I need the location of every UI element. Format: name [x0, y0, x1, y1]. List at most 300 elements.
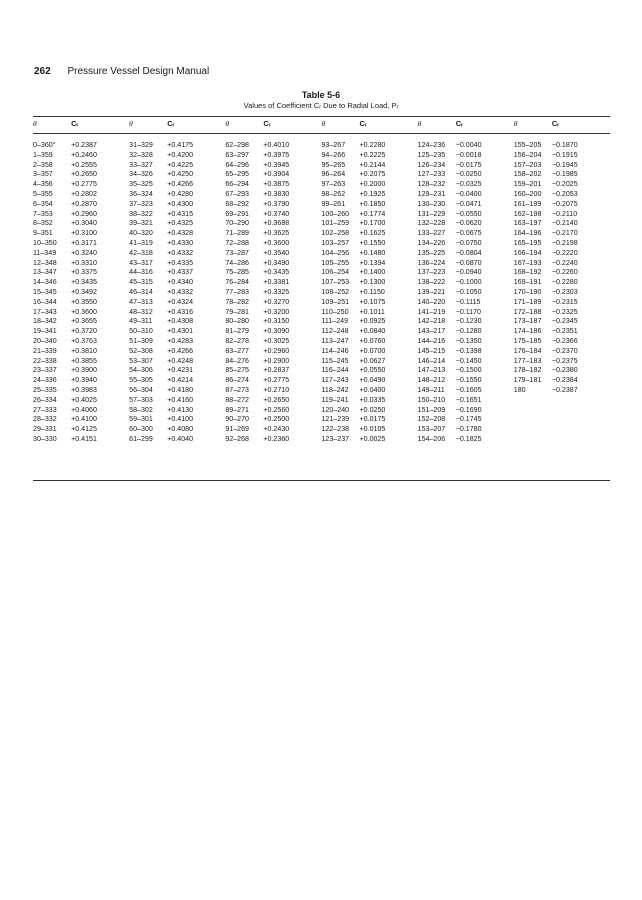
angle-range-cell: 180 [513, 385, 526, 394]
coefficient-cell: +0.1150 [359, 287, 385, 296]
angle-range-cell: 40–320 [129, 229, 153, 238]
table-row [33, 366, 610, 376]
angle-range-cell: 72–288 [225, 238, 249, 247]
coefficient-cell: +0.2387 [71, 141, 97, 149]
angle-range-cell: 125–235 [417, 150, 446, 159]
angle-range-cell: 97–263 [321, 180, 346, 189]
coefficient-cell: +0.0335 [359, 395, 386, 404]
header-theta: θ [513, 119, 518, 128]
coefficient-cell: +0.0760 [359, 336, 386, 345]
coefficient-cell: +0.4160 [167, 395, 194, 404]
angle-range-cell: 122–238 [321, 425, 350, 434]
coefficient-cell: +0.4225 [167, 160, 194, 169]
angle-range-cell [514, 435, 552, 445]
angle-range-cell: 44–316 [129, 268, 153, 277]
table-row [33, 210, 610, 220]
angle-range-cell: 62–298 [225, 141, 249, 149]
angle-range-cell: 139–221 [417, 287, 446, 296]
header-theta: θ [129, 119, 133, 128]
angle-range-cell: 37–323 [129, 199, 153, 208]
coefficient-cell: −0.0018 [455, 150, 482, 159]
angle-range-cell: 163–197 [513, 219, 542, 228]
coefficient-cell: +0.3904 [263, 170, 290, 179]
coefficient-cell: +0.2900 [263, 356, 290, 365]
angle-range-cell: 77–283 [225, 287, 249, 296]
angle-range-cell: 106–254 [321, 268, 350, 277]
angle-range-cell: 26–334 [33, 395, 57, 404]
angle-range-cell: 20–340 [33, 336, 57, 345]
angle-range-cell: 67–293 [225, 189, 249, 198]
angle-range-cell: 65–295 [225, 170, 249, 179]
angle-range-cell: 47–313 [129, 297, 153, 306]
angle-range-cell: 22–338 [33, 356, 57, 365]
coefficient-cell: +0.4231 [167, 366, 194, 375]
coefficient-cell: +0.1625 [359, 229, 386, 238]
coefficient-cell: +0.3200 [263, 307, 290, 316]
angle-range-cell: 23–337 [33, 366, 57, 375]
angle-range-cell: 17–343 [33, 307, 57, 316]
angle-range-cell: 133–227 [417, 229, 446, 238]
angle-range-cell: 85–275 [225, 366, 249, 375]
angle-range-cell: 154–206 [417, 434, 446, 443]
coefficient-cell: +0.3790 [263, 199, 290, 208]
angle-range-cell: 176–184 [513, 346, 542, 355]
coefficient-cell: −0.1050 [455, 287, 482, 296]
angle-range-cell: 114–246 [321, 346, 349, 355]
angle-range-cell: 82–278 [225, 336, 249, 345]
coefficient-cell: +0.2960 [71, 209, 97, 218]
coefficient-cell: −0.1500 [455, 366, 482, 375]
angle-range-cell: 52–308 [129, 346, 153, 355]
angle-range-cell: 118–242 [321, 385, 349, 394]
coefficient-cell: +0.0250 [359, 405, 386, 414]
coefficient-cell: +0.3655 [71, 317, 97, 326]
angle-range-cell: 6–354 [33, 199, 53, 208]
angle-range-cell: 43–317 [129, 258, 153, 267]
coefficient-cell: +0.0175 [359, 415, 386, 424]
coefficient-cell: +0.4283 [167, 336, 194, 345]
coefficient-cell: −0.0325 [455, 180, 482, 189]
angle-range-cell: 153–207 [417, 425, 446, 434]
angle-range-cell: 177–183 [513, 356, 542, 365]
angle-range-cell: 86–274 [225, 376, 249, 385]
angle-range-cell: 57–303 [129, 395, 153, 404]
coefficient-cell: +0.3310 [71, 258, 97, 267]
coefficient-cell: +0.3375 [71, 268, 97, 277]
coefficient-cell: −0.0750 [455, 238, 482, 247]
coefficient-cell: +0.3983 [71, 385, 97, 394]
angle-range-cell: 100–260 [321, 209, 350, 218]
coefficient-cell: +0.2430 [263, 425, 290, 434]
coefficient-cell: −0.1690 [455, 405, 482, 414]
angle-range-cell: 167–193 [513, 258, 542, 267]
angle-range-cell: 18–342 [33, 317, 57, 326]
angle-range-cell: 157–203 [513, 160, 542, 169]
angle-range-cell: 112–248 [321, 327, 349, 336]
angle-range-cell: 166–194 [513, 248, 542, 257]
angle-range-cell: 59–301 [129, 415, 153, 424]
coefficient-cell: −0.2387 [551, 385, 578, 394]
coefficient-cell: +0.4332 [167, 287, 194, 296]
angle-range-cell: 161–199 [513, 199, 542, 208]
coefficient-cell: −0.0400 [455, 189, 482, 198]
coefficient-cell: +0.4328 [167, 229, 194, 238]
coefficient-cell: −0.1280 [455, 327, 482, 336]
coefficient-cell: −0.0870 [455, 258, 482, 267]
angle-range-cell: 3–357 [33, 170, 53, 179]
angle-range-cell: 25–335 [33, 385, 57, 394]
coefficient-cell: +0.4080 [167, 425, 194, 434]
coefficient-cell: +0.4301 [167, 327, 194, 336]
angle-range-cell: 132–228 [417, 219, 446, 228]
coefficient-cell: −0.2110 [551, 209, 578, 218]
angle-range-cell: 51–309 [129, 336, 153, 345]
coefficient-cell: +0.3763 [71, 336, 97, 345]
book-title: Pressure Vessel Design Manual [67, 66, 210, 77]
angle-range-cell: 115–245 [321, 356, 349, 365]
coefficient-cell: +0.4300 [167, 199, 194, 208]
coefficient-table [33, 119, 610, 445]
angle-range-cell: 107–253 [321, 278, 350, 287]
table-row [33, 327, 610, 337]
coefficient-cell: +0.4325 [167, 219, 194, 228]
coefficient-cell: +0.4337 [167, 268, 194, 277]
coefficient-cell: −0.2053 [551, 189, 578, 198]
angle-range-cell: 155–205 [513, 141, 542, 149]
coefficient-cell: −0.2170 [551, 229, 578, 238]
header-cr: Cᵣ [359, 119, 367, 128]
angle-range-cell: 99–261 [321, 199, 346, 208]
angle-range-cell: 46–314 [129, 287, 153, 296]
table-row [33, 298, 610, 308]
angle-range-cell: 126–234 [417, 160, 446, 169]
angle-range-cell: 144–216 [417, 336, 446, 345]
coefficient-cell: −0.1605 [455, 385, 482, 394]
header-cr: Cᵣ [263, 119, 271, 128]
angle-range-cell: 28–332 [33, 415, 57, 424]
coefficient-cell: −0.2370 [551, 346, 578, 355]
coefficient-cell: −0.1780 [455, 425, 482, 434]
table-body [33, 132, 610, 445]
table-row [33, 386, 610, 396]
coefficient-cell: +0.4175 [167, 141, 194, 149]
coefficient-cell: +0.2870 [71, 199, 97, 208]
coefficient-cell: +0.4151 [71, 434, 97, 443]
angle-range-cell: 14–346 [33, 278, 57, 287]
angle-range-cell: 102–258 [321, 229, 350, 238]
angle-range-cell: 145–215 [417, 346, 446, 355]
coefficient-cell: +0.1300 [359, 278, 386, 287]
angle-range-cell: 80–280 [225, 317, 249, 326]
angle-range-cell: 136–224 [417, 258, 446, 267]
coefficient-cell: +0.3688 [263, 219, 290, 228]
coefficient-cell [552, 415, 610, 425]
coefficient-cell: +0.2144 [359, 160, 386, 169]
angle-range-cell: 103–257 [321, 238, 350, 247]
angle-range-cell: 175–185 [513, 336, 542, 345]
coefficient-cell: +0.4248 [167, 356, 194, 365]
coefficient-cell: +0.3830 [263, 189, 290, 198]
coefficient-cell: +0.4040 [167, 434, 194, 443]
angle-range-cell: 135–225 [417, 248, 446, 257]
coefficient-cell [552, 406, 610, 416]
coefficient-cell: −0.0675 [455, 229, 482, 238]
angle-range-cell [514, 425, 552, 435]
angle-range-cell: 160–200 [513, 189, 542, 198]
coefficient-cell: −0.2240 [551, 258, 578, 267]
table-row [33, 357, 610, 367]
angle-range-cell: 131–229 [417, 209, 446, 218]
coefficient-cell: +0.3540 [263, 248, 290, 257]
coefficient-cell: −0.1550 [455, 376, 482, 385]
angle-range-cell [514, 415, 552, 425]
table-row [33, 161, 610, 171]
coefficient-cell: −0.1398 [455, 346, 482, 355]
coefficient-cell: −0.2025 [551, 180, 578, 189]
angle-range-cell: 164–196 [513, 229, 542, 238]
coefficient-cell: +0.3550 [71, 297, 97, 306]
angle-range-cell: 174–186 [513, 327, 542, 336]
angle-range-cell: 5–355 [33, 189, 53, 198]
angle-range-cell: 113–247 [321, 336, 349, 345]
angle-range-cell: 66–294 [225, 180, 249, 189]
coefficient-cell: +0.4100 [167, 415, 194, 424]
table-row [33, 200, 610, 210]
angle-range-cell: 151–209 [417, 405, 446, 414]
angle-range-cell: 42–318 [129, 248, 153, 257]
angle-range-cell: 105–255 [321, 258, 350, 267]
angle-range-cell: 87–273 [225, 385, 249, 394]
angle-range-cell: 111–249 [321, 317, 349, 326]
coefficient-cell [552, 435, 610, 445]
angle-range-cell: 93–267 [321, 141, 346, 149]
angle-range-cell: 81–279 [225, 327, 249, 336]
angle-range-cell: 116–244 [321, 366, 349, 375]
table-row [33, 347, 610, 357]
coefficient-cell: +0.3492 [71, 287, 97, 296]
coefficient-cell: +0.3490 [263, 258, 290, 267]
table-subtitle: Values of Coefficient Cᵣ Due to Radial Load, Pᵣ [243, 101, 399, 110]
coefficient-cell: +0.3240 [71, 248, 97, 257]
coefficient-cell: +0.1925 [359, 189, 386, 198]
angle-range-cell: 127–233 [417, 170, 446, 179]
coefficient-cell: +0.3940 [71, 376, 97, 385]
angle-range-cell: 128–232 [417, 180, 446, 189]
coefficient-cell: −0.1745 [455, 415, 482, 424]
coefficient-cell: −0.1000 [455, 278, 482, 287]
angle-range-cell: 142–218 [417, 317, 446, 326]
coefficient-cell: +0.2280 [359, 141, 386, 149]
angle-range-cell: 4–356 [33, 180, 53, 189]
coefficient-cell: +0.3855 [71, 356, 97, 365]
coefficient-cell: −0.0250 [455, 170, 482, 179]
table-title: Table 5-6 [301, 90, 341, 100]
header-theta: θ [321, 119, 326, 128]
table-row [33, 180, 610, 190]
angle-range-cell: 149–211 [417, 385, 445, 394]
table-row [33, 435, 610, 445]
angle-range-cell: 9–351 [33, 229, 53, 238]
coefficient-cell: +0.1011 [359, 307, 385, 316]
angle-range-cell: 45–315 [129, 278, 153, 287]
coefficient-cell: −0.2345 [551, 317, 578, 326]
coefficient-cell: +0.4214 [167, 376, 194, 385]
table-row [33, 219, 610, 229]
coefficient-cell: −0.1350 [455, 336, 482, 345]
angle-range-cell: 13–347 [33, 268, 57, 277]
angle-range-cell: 32–328 [129, 150, 153, 159]
angle-range-cell: 137–223 [417, 268, 446, 277]
angle-range-cell: 101–259 [321, 219, 350, 228]
header-cr: Cᵣ [455, 119, 463, 128]
coefficient-cell: +0.2802 [71, 189, 97, 198]
coefficient-cell: +0.3900 [71, 366, 97, 375]
angle-range-cell: 38–322 [129, 209, 153, 218]
coefficient-cell: −0.0175 [455, 160, 482, 169]
coefficient-cell: +0.2360 [263, 434, 290, 443]
coefficient-cell: +0.1700 [359, 219, 386, 228]
angle-range-cell: 1–359 [33, 150, 53, 159]
coefficient-cell: +0.1550 [359, 238, 386, 247]
table-row [33, 425, 610, 435]
coefficient-cell: −0.0040 [455, 141, 482, 149]
table-row [33, 337, 610, 347]
angle-range-cell: 30–330 [33, 434, 57, 443]
coefficient-cell: +0.2650 [263, 395, 290, 404]
coefficient-cell: +0.1075 [359, 297, 386, 306]
coefficient-cell: −0.2315 [551, 297, 578, 306]
coefficient-cell: +0.2560 [263, 405, 290, 414]
coefficient-cell: +0.2960 [263, 346, 290, 355]
coefficient-cell: +0.4280 [167, 189, 194, 198]
coefficient-cell: +0.4340 [167, 278, 194, 287]
coefficient-cell: +0.4308 [167, 317, 194, 326]
angle-range-cell: 168–192 [513, 268, 542, 277]
angle-range-cell: 95–265 [321, 160, 346, 169]
angle-range-cell [514, 406, 552, 416]
header-theta: θ [225, 119, 229, 128]
coefficient-cell: +0.3325 [263, 287, 290, 296]
angle-range-cell: 171–189 [513, 297, 542, 306]
header-theta: θ [417, 119, 422, 128]
coefficient-cell: −0.1115 [455, 297, 481, 306]
angle-range-cell: 148–212 [417, 376, 446, 385]
angle-range-cell [514, 396, 552, 406]
coefficient-cell: +0.4332 [167, 248, 194, 257]
coefficient-cell: −0.1651 [455, 395, 482, 404]
angle-range-cell: 21–339 [33, 346, 57, 355]
table-row [33, 415, 610, 425]
coefficient-cell: +0.2650 [71, 170, 97, 179]
coefficient-cell: +0.2225 [359, 150, 386, 159]
coefficient-cell: +0.4324 [167, 297, 194, 306]
coefficient-cell: +0.3975 [263, 150, 290, 159]
coefficient-cell: −0.0550 [455, 209, 482, 218]
angle-range-cell: 162–198 [513, 209, 542, 218]
coefficient-cell: −0.2260 [551, 268, 578, 277]
angle-range-cell: 60–300 [129, 425, 153, 434]
coefficient-cell: +0.0400 [359, 385, 386, 394]
table-row [33, 151, 610, 161]
angle-range-cell: 58–302 [129, 405, 153, 414]
angle-range-cell: 61–299 [129, 434, 153, 443]
coefficient-cell: −0.2384 [551, 376, 578, 385]
coefficient-cell: +0.3435 [71, 278, 97, 287]
angle-range-cell: 134–226 [417, 238, 446, 247]
table-row [33, 406, 610, 416]
angle-range-cell: 7–353 [33, 209, 53, 218]
coefficient-cell: +0.1400 [359, 268, 386, 277]
angle-range-cell: 63–297 [225, 150, 249, 159]
angle-range-cell: 41–319 [129, 238, 153, 247]
angle-range-cell: 79–281 [225, 307, 249, 316]
coefficient-cell: −0.2220 [551, 248, 578, 257]
angle-range-cell: 147–213 [417, 366, 446, 375]
angle-range-cell: 98–262 [321, 189, 346, 198]
angle-range-cell: 130–230 [417, 199, 446, 208]
coefficient-cell: −0.1870 [551, 141, 578, 149]
angle-range-cell: 16–344 [33, 297, 57, 306]
angle-range-cell: 73–287 [225, 248, 249, 257]
angle-range-cell: 150–210 [417, 395, 446, 404]
header-cr: Cᵣ [167, 119, 175, 128]
coefficient-cell: +0.3381 [263, 278, 290, 287]
coefficient-cell: −0.2351 [551, 327, 578, 336]
table-row [33, 249, 610, 259]
table-row [33, 170, 610, 180]
angle-range-cell: 8–352 [33, 219, 53, 228]
coefficient-cell: −0.2280 [551, 278, 578, 287]
angle-range-cell: 36–324 [129, 189, 153, 198]
angle-range-cell: 84–276 [225, 356, 249, 365]
coefficient-cell: +0.4335 [167, 258, 194, 267]
angle-range-cell: 159–201 [513, 180, 542, 189]
table-row [33, 132, 610, 151]
angle-range-cell: 120–240 [321, 405, 350, 414]
angle-range-cell: 15–345 [33, 287, 57, 296]
coefficient-cell: +0.4315 [167, 209, 194, 218]
table-bottom-rule [33, 480, 610, 481]
angle-range-cell: 33–327 [129, 160, 153, 169]
coefficient-cell: +0.3435 [263, 268, 290, 277]
angle-range-cell: 29–331 [33, 425, 57, 434]
coefficient-cell: +0.3040 [71, 219, 97, 228]
angle-range-cell: 2–358 [33, 160, 53, 169]
coefficient-cell: +0.4330 [167, 238, 194, 247]
angle-range-cell: 49–311 [129, 317, 153, 326]
angle-range-cell: 24–336 [33, 376, 57, 385]
coefficient-cell: +0.0490 [359, 376, 386, 385]
table-row [33, 308, 610, 318]
running-head [34, 66, 209, 77]
angle-range-cell: 123–237 [321, 434, 350, 443]
angle-range-cell: 96–264 [321, 170, 346, 179]
page-number: 262 [34, 66, 51, 77]
coefficient-cell: −0.2303 [551, 287, 578, 296]
angle-range-cell: 104–256 [321, 248, 350, 257]
angle-range-cell: 94–266 [321, 150, 346, 159]
coefficient-cell: +0.2775 [263, 376, 290, 385]
coefficient-cell: −0.0804 [455, 248, 482, 257]
angle-range-cell: 64–296 [225, 160, 249, 169]
angle-range-cell: 53–307 [129, 356, 153, 365]
angle-range-cell: 124–236 [417, 141, 446, 149]
angle-range-cell: 108–252 [321, 287, 350, 296]
angle-range-cell: 143–217 [417, 327, 446, 336]
coefficient-cell: +0.3150 [263, 317, 290, 326]
header-theta: θ [33, 119, 37, 128]
coefficient-cell: +0.2775 [71, 180, 97, 189]
